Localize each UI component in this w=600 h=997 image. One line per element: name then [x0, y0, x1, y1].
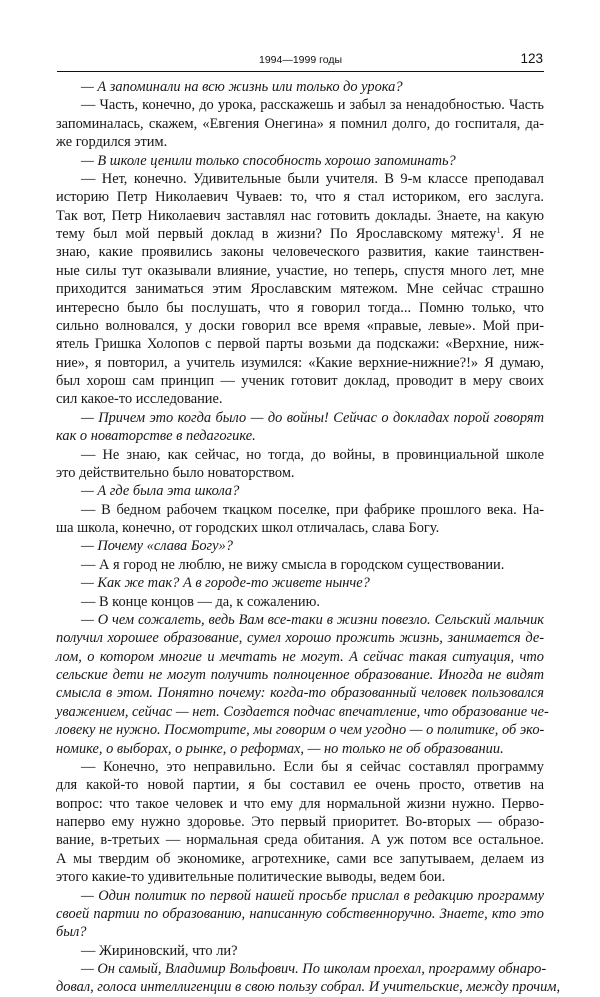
text-line: знаю, какие проявились законы человеческого развития, какие таинствен-: [56, 244, 544, 261]
text-line: — А я город не люблю, не вижу смысла в городском существовании.: [81, 556, 505, 573]
interviewer-question: [56, 482, 544, 500]
text-line: это действительно было новаторством.: [56, 464, 295, 481]
text-line: — Конечно, это неправильно. Если бы я сейчас составлял программу: [81, 758, 544, 775]
interviewee-answer: [56, 170, 544, 409]
text-line: как о новаторстве в педагогике.: [56, 428, 256, 445]
text-line: был?: [56, 924, 87, 941]
text-line: ные силы тут оказывали влияние, участие, но теперь, спустя много лет, мне: [56, 262, 544, 279]
text-line: — Как же так? А в городе-то живете нынче?: [81, 575, 370, 592]
text-line: получил хорошее образование, сумел хорошо прожить жизнь, занимается де-: [56, 630, 544, 647]
text-line: — В конце концов — да, к сожалению.: [81, 593, 320, 610]
text-line: смысла в этом. Понятно почему: когда-то образованный человек пользовался: [56, 685, 544, 702]
text-line: сил какое-то исследование.: [56, 391, 223, 408]
text-line: — В бедном рабочем ткацком поселке, при фабрике прошлого века. На-: [81, 501, 544, 518]
text-line: историю Петр Николаевич Чуваев: то, что я стал историком, его заслуга.: [56, 189, 544, 206]
text-line: наперво ему нужно здоровье. Это первый приоритет. Во-вторых — образо-: [56, 814, 544, 830]
interviewee-answer: [56, 758, 544, 887]
body-text: [56, 78, 561, 997]
text-line: лом, о котором многие и мечтать не могут. А сейчас такая ситуация, что: [56, 648, 544, 665]
text-line: запоминалась, скажем, «Евгения Онегина» я помнил долго, до госпиталя, да-: [56, 115, 544, 132]
text-line: ние», я повторил, а учитель изумился: «Какие верхние-нижние?!» Я думаю,: [56, 354, 544, 371]
interviewer-question: [56, 887, 544, 942]
interviewee-answer: [56, 942, 544, 960]
text-line: Так вот, Петр Николаевич заставлял нас готовить доклады. Знаете, на какую: [56, 207, 544, 224]
text-line: ятель Гришка Холопов с первой парты возьми да подскажи: «Верхние, ниж-: [56, 336, 544, 353]
text-line: своей партии по образованию, написанную собственноручно. Знаете, кто это: [56, 905, 544, 922]
text-line: для какой-то новой партии, я бы составил ее очень просто, ответив на: [56, 777, 544, 794]
running-title: 1994—1999 годы: [258, 54, 342, 66]
text-line: — Часть, конечно, до урока, расскажешь и забыл за ненадобностью. Часть: [81, 97, 544, 114]
interviewer-question: [56, 611, 549, 758]
text-line: — Нет, конечно. Удивительные были учителя. В 9-м классе преподавал: [81, 170, 544, 187]
text-line: же гордился этим.: [56, 134, 168, 151]
text-line: — Один политик по первой нашей просьбе прислал в редакцию программу: [81, 887, 544, 904]
interviewer-question: [56, 574, 544, 592]
text-line: — Жириновский, что ли?: [81, 942, 238, 959]
text-line: — А где была эта школа?: [81, 483, 240, 500]
text-line: — Не знаю, как сейчас, но тогда, до войны, в провинциальной школе: [81, 446, 544, 463]
interviewer-question: [56, 537, 544, 555]
text-line: вопрос: что такое человек и что ему для нормальной жизни нужно. Перво-: [56, 795, 544, 812]
text-line: ловеку не нужно. Посмотрите, мы говорим о чем угодно — о политике, об эко-: [56, 722, 545, 739]
text-line: довал, голоса интеллигенции в свою пользу собрал. И учительские, между прочим,: [56, 979, 561, 996]
page-number: 123: [520, 51, 543, 66]
interviewee-answer: [56, 446, 544, 483]
header-rule: [57, 71, 544, 72]
text-line: интересно было бы послушать, что я говорил тогда... Помню только, что: [56, 299, 544, 316]
text-line: — В школе ценили только способность хорошо запоминать?: [81, 152, 456, 169]
text-line: — Причем это когда было — до войны! Сейчас о докладах порой говорят: [81, 409, 544, 426]
interviewee-answer: [56, 501, 544, 538]
text-line: этого какие-то удивительные политические выводы, ведем бои.: [56, 869, 446, 886]
text-line: уважением, сейчас — нет. Создается подчас впечатление, что образование че-: [56, 703, 549, 720]
text-line: — Он самый, Владимир Вольфович. По школам проехал, программу обнаро-: [81, 961, 547, 977]
interviewee-answer: [56, 96, 544, 151]
text-line: ша школа, конечно, от городских школ отличалась, слава Богу.: [56, 520, 440, 536]
interviewer-question: [56, 152, 544, 170]
interviewer-question: [56, 960, 561, 997]
text-line: А мы твердим об экономике, агротехнике, сами все запутываем, делаем из: [56, 850, 544, 867]
text-line: — Почему «слава Богу»?: [81, 538, 233, 555]
interviewer-question: [56, 409, 544, 446]
text-line: сильно волновался, у доски говорил все время «правые, левые». Мой при-: [56, 317, 544, 334]
page-header: [57, 52, 544, 70]
text-line: приходится заниматься этим Ярославским мятежом. Мне сейчас страшно: [56, 281, 544, 298]
text-line: был хорош сам принцип — ученик готовит доклад, проводит в меру своих: [56, 373, 544, 389]
text-line: — А запоминали на всю жизнь или только до урока?: [81, 79, 403, 95]
interviewee-answer: [56, 556, 544, 574]
text-line: — О чем сожалеть, ведь Вам все-таки в жизни повезло. Сельский мальчик: [81, 611, 544, 628]
text-line: вание, в-третьих — нормальная среда обитания. А уж потом все остальное.: [56, 832, 544, 849]
text-line: тему был мой первый доклад в жизни? По Ярославскому мятежу$^1$. Я не: [56, 226, 544, 242]
footnote-marker: 1: [496, 226, 501, 235]
text-line: сельские дети не могут получить полноценное образование. Иногда не видят: [56, 667, 544, 683]
text-line: номике, о выборах, о рынке, о реформах, — но только не об образовании.: [56, 740, 504, 757]
interviewer-question: [56, 78, 544, 96]
interviewee-answer: [56, 593, 544, 611]
